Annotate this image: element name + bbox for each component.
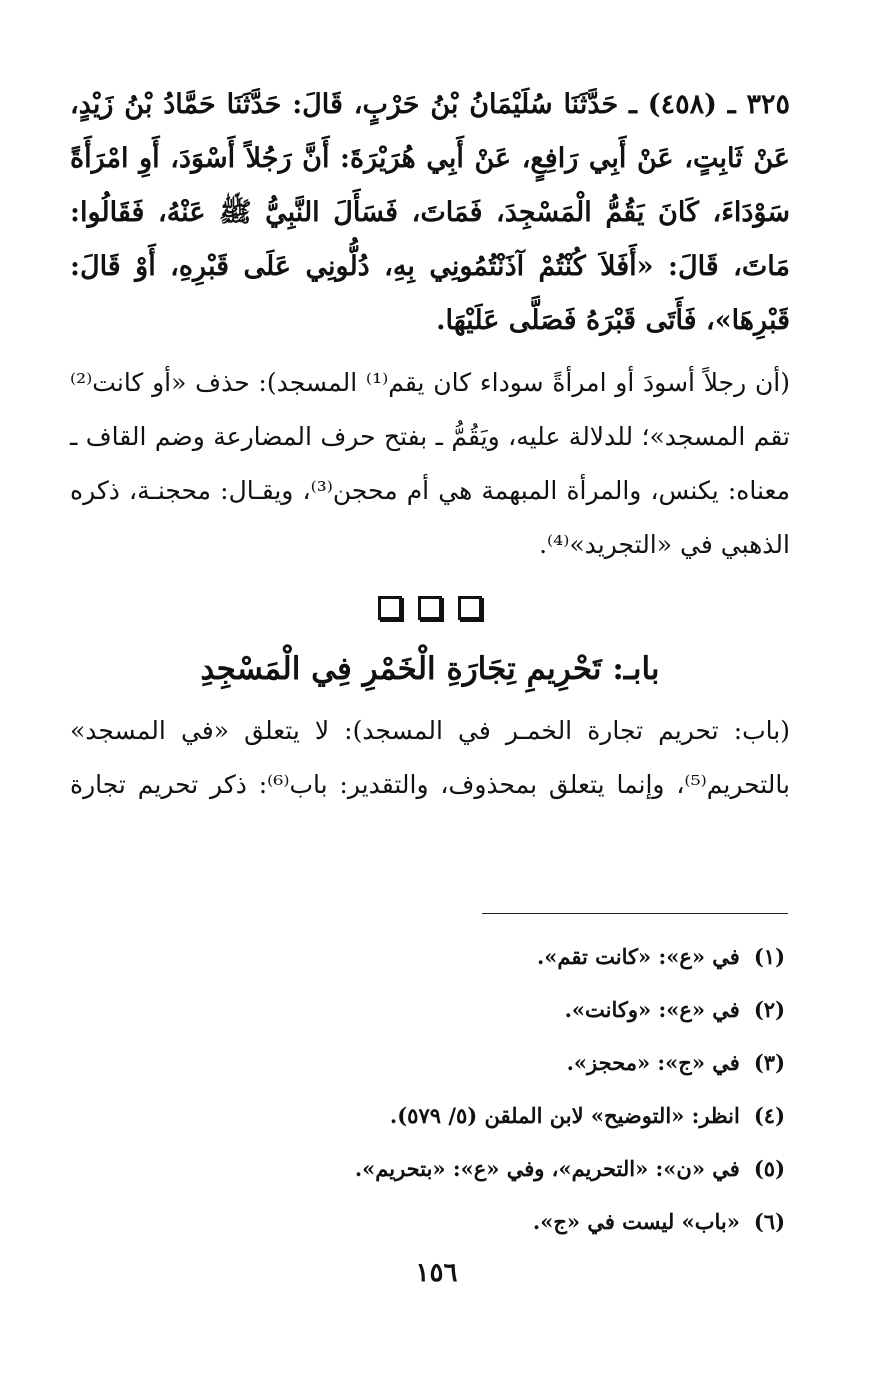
footnote-text: في «ن»: «التحريم»، وفي «ع»: «بتحريم».	[354, 1156, 740, 1181]
footnote-text: في «ع»: «وكانت».	[564, 997, 740, 1022]
footnote-item	[145, 1195, 785, 1248]
footnote-number: (٤)	[753, 1103, 785, 1128]
square-ornament-icon	[418, 596, 442, 620]
footnote-text: في «ج»: «محجز».	[566, 1050, 740, 1075]
commentary-text: (أن رجلاً أسودَ أو امرأةً سوداء كان يقم⁽¹⁾ المسجد): حذف «أو كانت⁽²⁾ تقم المسجد»؛ للدلالة عليه، ويَقُمُّ ـ بفتح حرف المضارعة وضم القاف ـ معناه: يكنس، والمرأة المبهمة هي أم محجن⁽³⁾، ويقـال: محجنـة، ذكره الذهبي في «التجريد»⁽⁴⁾.	[70, 368, 790, 559]
footnote-number: (٢)	[753, 997, 785, 1022]
footnote-number: (٦)	[753, 1209, 785, 1234]
footnote-item	[145, 1036, 785, 1089]
footnote-item	[145, 983, 785, 1036]
footnote-item	[145, 1142, 785, 1195]
square-ornament-icon	[458, 596, 482, 620]
footnote-number: (٥)	[753, 1156, 785, 1181]
footnote-number: (٣)	[753, 1050, 785, 1075]
footnote-text: «باب» ليست في «ج».	[532, 1209, 740, 1234]
page-number: ١٥٦	[415, 1258, 458, 1288]
section-separator-ornament	[70, 596, 790, 626]
footnote-number: (١)	[753, 944, 785, 969]
footnote-text: انظر: «التوضيح» لابن الملقن (٥/ ٥٧٩).	[389, 1103, 740, 1128]
footnote-text: في «ع»: «كانت تقم».	[536, 944, 740, 969]
square-ornament-icon	[378, 596, 402, 620]
hadith-text: ٣٢٥ ـ (٤٥٨) ـ حَدَّثَنَا سُلَيْمَانُ بْنُ حَرْبٍ، قَالَ: حَدَّثَنَا حَمَّادُ بْنُ زَيْدٍ، عَنْ ثَابِتٍ، عَنْ أَبِي رَافِعٍ، عَنْ أَبِي هُرَيْرَةَ: أَنَّ رَجُلاً أَسْوَدَ، أَوِ امْرَأَةً سَوْدَاءَ، كَانَ يَقُمُّ الْمَسْجِدَ، فَمَاتَ، فَسَأَلَ النَّبِيُّ ﷺ عَنْهُ، فَقَالُوا: مَاتَ، قَالَ: «أَفَلاَ كُنْتُمْ آذَنْتُمُونِي بِهِ، دُلُّونِي عَلَى قَبْرِهِ، أَوْ قَالَ: قَبْرِهَا»، فَأَتَى قَبْرَهُ فَصَلَّى عَلَيْهَا.	[70, 89, 790, 336]
footnote-divider	[482, 913, 788, 914]
footnotes-list	[145, 930, 785, 1248]
chapter-title: بابـ: تَحْرِيمِ تِجَارَةِ الْخَمْرِ فِي الْمَسْجِدِ	[200, 651, 660, 687]
footnote-item	[145, 1089, 785, 1142]
footnote-item	[145, 930, 785, 983]
page-body	[70, 78, 790, 812]
chapter-commentary-text: (باب: تحريم تجارة الخمـر في المسجد): لا يتعلق «في المسجد» بالتحريم⁽⁵⁾، وإنما يتعلق بمحذوف، والتقدير: باب⁽⁶⁾: ذكر تحريم تجارة	[70, 716, 790, 799]
